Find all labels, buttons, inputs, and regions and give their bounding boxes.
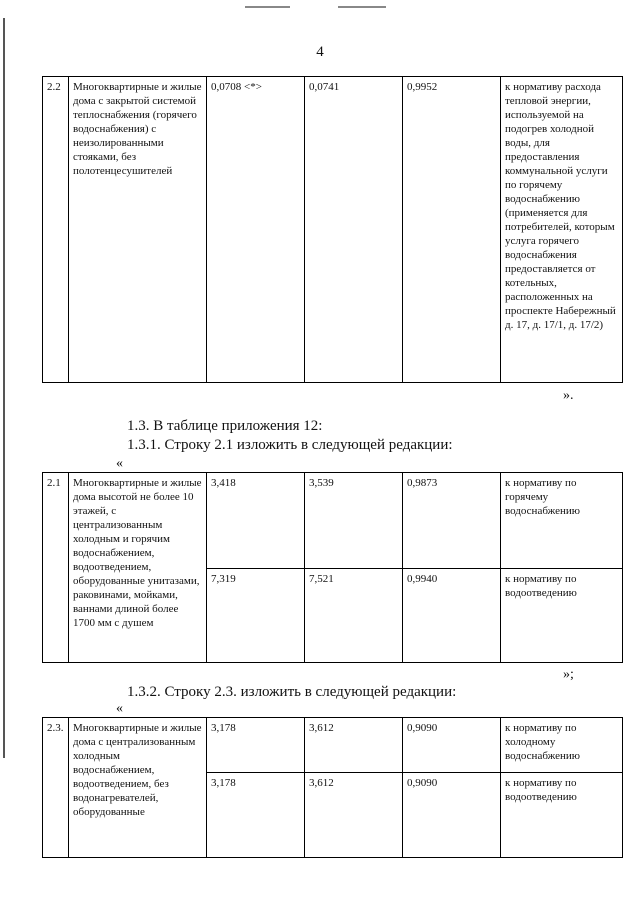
value-cell: 0,9952 [403,77,501,383]
table-row-2-1 [42,472,623,663]
value-cell: 3,539 [305,473,403,569]
value-cell: 3,612 [305,773,403,858]
closing-quote: ». [563,388,574,403]
note-cell: к нормативу по водоотведению [501,773,623,858]
value-cell: 0,0708 <*> [207,77,305,383]
paragraph-1-3-1: 1.3.1. Строку 2.1 изложить в следующей редакции: [127,437,453,453]
value-cell: 3,612 [305,718,403,773]
opening-quote: « [116,456,123,471]
row-number: 2.2 [43,77,69,383]
scan-artifact [245,6,290,8]
opening-quote: « [116,701,123,716]
note-cell: к нормативу по водоотведению [501,569,623,663]
closing-quote: »; [563,667,574,682]
value-cell: 3,178 [207,718,305,773]
paragraph-1-3: 1.3. В таблице приложения 12: [127,418,323,434]
table-row [43,77,623,383]
table-row [43,718,623,773]
value-cell: 7,521 [305,569,403,663]
note-cell: к нормативу по холодному водоснабжению [501,718,623,773]
value-cell: 0,0741 [305,77,403,383]
table-row-2-2 [42,76,623,383]
page-number: 4 [316,44,324,60]
value-cell: 0,9090 [403,718,501,773]
value-cell: 3,418 [207,473,305,569]
value-cell: 0,9940 [403,569,501,663]
value-cell: 7,319 [207,569,305,663]
row-description: Многоквартирные и жилые дома с централизованным холодным водоснабжением, водоотведением, без водонагревателей, оборудованные [69,718,207,858]
note-cell: к нормативу расхода тепловой энергии, используемой на подогрев холодной воды, для предоставления коммунальной услуги по горячему водоснабжению (применяется для потребителей, которым услуга горячего водоснабжения предоставляется от котельных, расположенных на проспекте Набережный д. 17, д. 17/1, д. 17/2) [501,77,623,383]
scan-artifact [338,6,386,8]
row-number: 2.3. [43,718,69,858]
value-cell: 3,178 [207,773,305,858]
note-cell: к нормативу по горячему водоснабжению [501,473,623,569]
scan-edge-line [3,18,5,758]
row-number: 2.1 [43,473,69,663]
value-cell: 0,9090 [403,773,501,858]
row-description: Многоквартирные и жилые дома с закрытой системой теплоснабжения (горячего водоснабжения) с неизолированными стояками, без полотенцесушителей [69,77,207,383]
table-row [43,473,623,569]
row-description: Многоквартирные и жилые дома высотой не более 10 этажей, с централизованным холодным и горячим водоснабжением, водоотведением, оборудованные унитазами, раковинами, мойками, ваннами длиной более 1700 мм с душем [69,473,207,663]
paragraph-1-3-2: 1.3.2. Строку 2.3. изложить в следующей редакции: [127,684,457,700]
table-row-2-3 [42,717,623,858]
value-cell: 0,9873 [403,473,501,569]
